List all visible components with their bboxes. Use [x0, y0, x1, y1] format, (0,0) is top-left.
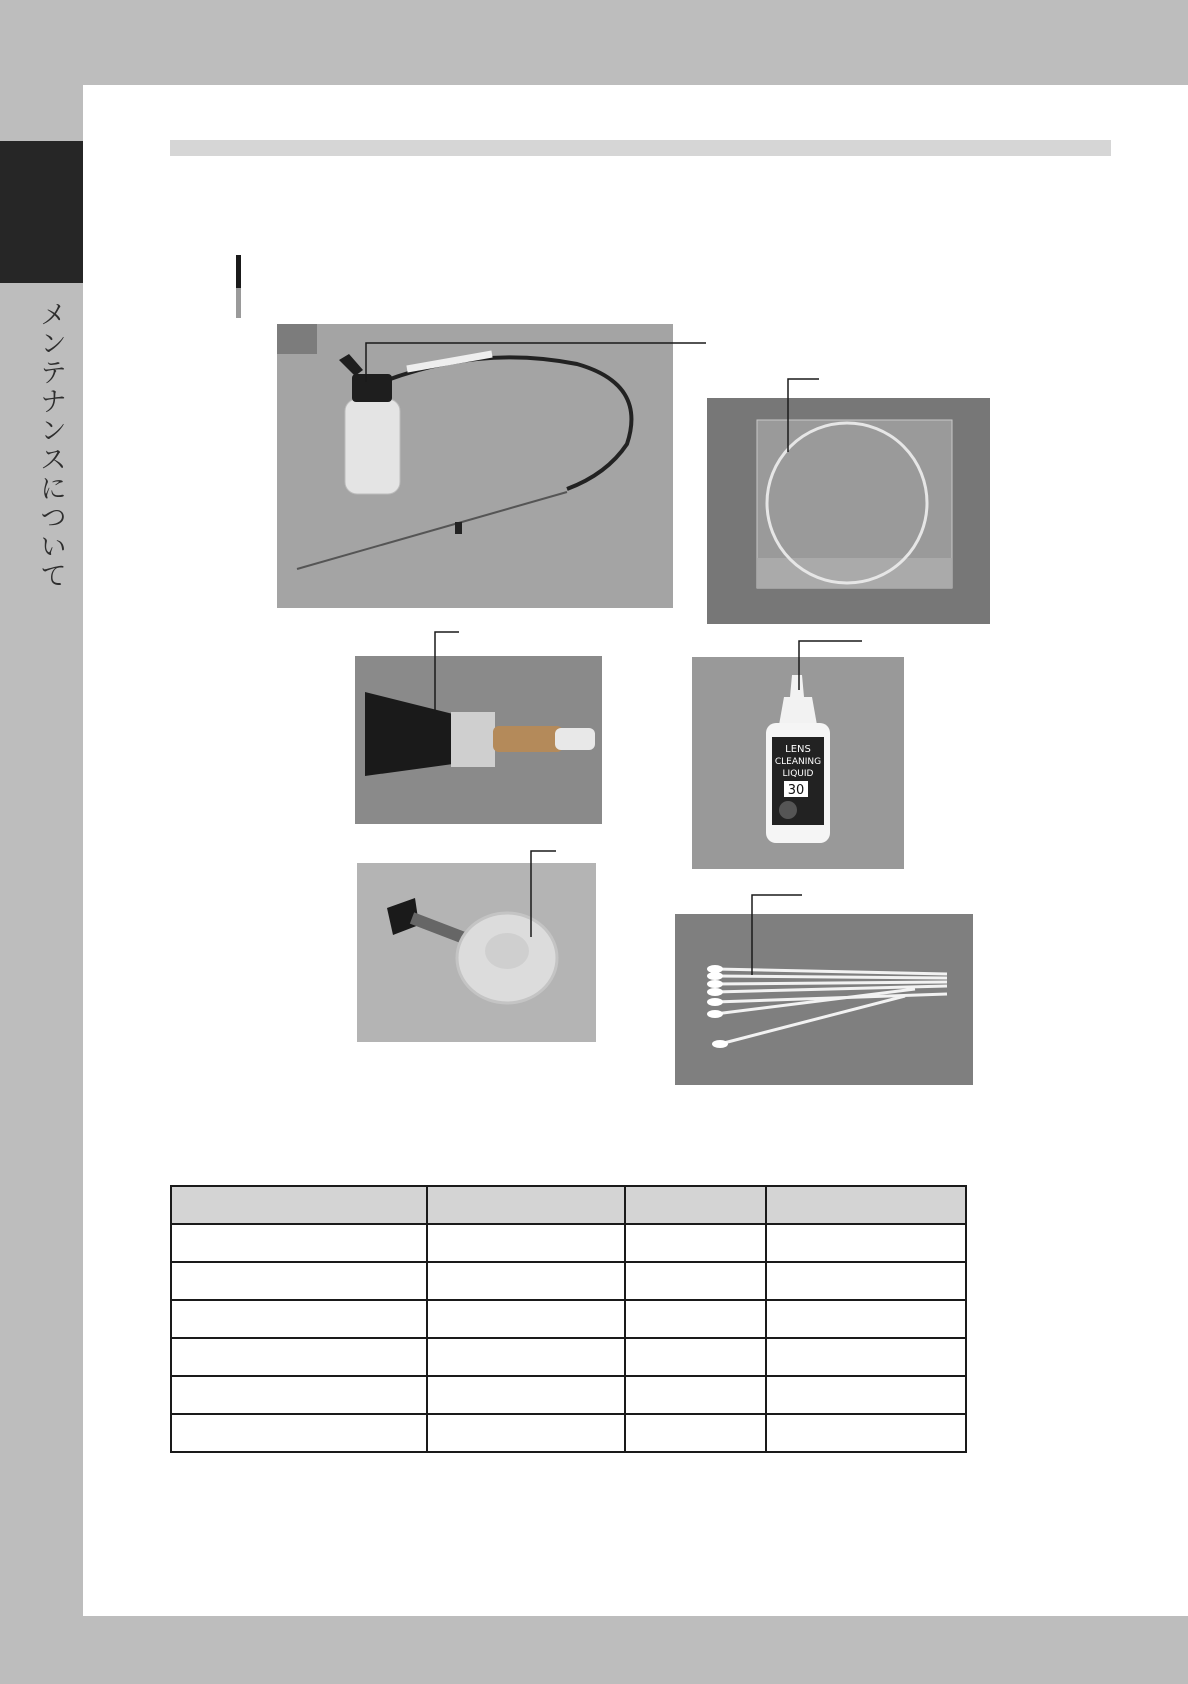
- table-cell: [625, 1262, 766, 1300]
- table-row: [171, 1262, 966, 1300]
- table-cell: [427, 1376, 625, 1414]
- table-cell: [625, 1376, 766, 1414]
- table-header-cell: [171, 1186, 427, 1224]
- table-header-row: [171, 1186, 966, 1224]
- photo-oiler: [277, 324, 673, 608]
- parts-table: [170, 1185, 967, 1453]
- chapter-tab-label: メンテナンスについて: [35, 300, 66, 590]
- table-row: [171, 1300, 966, 1338]
- table-cell: [171, 1300, 427, 1338]
- table-cell: [427, 1414, 625, 1452]
- table-row: [171, 1376, 966, 1414]
- section-heading-marker: [236, 255, 241, 318]
- table-cell: [625, 1338, 766, 1376]
- table-cell: [171, 1376, 427, 1414]
- table-cell: [766, 1338, 966, 1376]
- bottle-label-line-3: LIQUID: [782, 769, 814, 779]
- photo-lens-cleaning-liquid: [692, 657, 904, 869]
- bottle-label-volume: 30: [787, 783, 805, 798]
- chapter-tab: [0, 141, 83, 283]
- page-title-bar: [170, 140, 1111, 156]
- table-row: [171, 1224, 966, 1262]
- table-cell: [766, 1376, 966, 1414]
- table-header-cell: [427, 1186, 625, 1224]
- table-cell: [427, 1262, 625, 1300]
- table-row: [171, 1414, 966, 1452]
- table-cell: [171, 1338, 427, 1376]
- table-cell: [427, 1338, 625, 1376]
- table-cell: [427, 1300, 625, 1338]
- photo-cellophane-ring: [707, 398, 990, 624]
- table-cell: [625, 1224, 766, 1262]
- table-header-cell: [766, 1186, 966, 1224]
- table-row: [171, 1338, 966, 1376]
- photo-cotton-swabs: [675, 914, 973, 1085]
- photo-cleaning-brush: [355, 656, 602, 824]
- table-cell: [766, 1224, 966, 1262]
- table-cell: [171, 1224, 427, 1262]
- table-header-cell: [625, 1186, 766, 1224]
- table-cell: [766, 1414, 966, 1452]
- table-cell: [171, 1414, 427, 1452]
- table-cell: [766, 1300, 966, 1338]
- bottle-label-line-1: LENS: [785, 744, 811, 755]
- table-cell: [625, 1300, 766, 1338]
- photo-blower-brush: [357, 863, 596, 1042]
- bottle-label-line-2: CLEANING: [774, 757, 822, 767]
- table-cell: [171, 1262, 427, 1300]
- table-cell: [625, 1414, 766, 1452]
- table-cell: [766, 1262, 966, 1300]
- table-cell: [427, 1224, 625, 1262]
